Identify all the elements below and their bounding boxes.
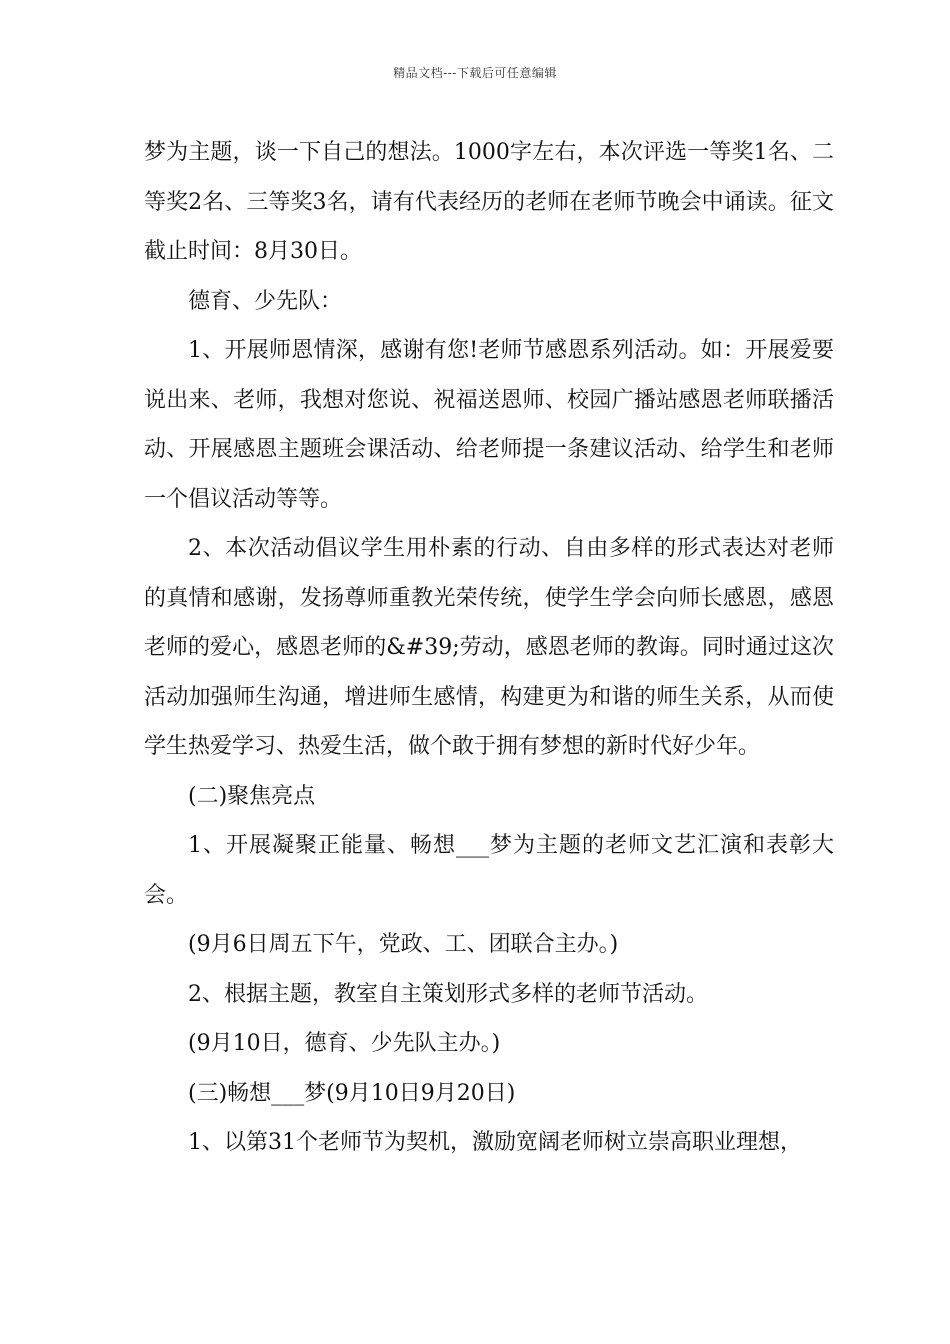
paragraph-5: 1、开展凝聚正能量、畅想___梦为主题的老师文艺汇演和表彰大会。 [144, 833, 834, 908]
section-heading-2: (二)聚焦亮点 [188, 783, 316, 809]
paragraph-8: (9月10日，德育、少先队主办。) [188, 1031, 501, 1056]
paragraph-3: 1、开展师恩情深，感谢有您!老师节感恩系列活动。如：开展爱要说出来、老师，我想对您说、祝福送恩师、校园广播站感恩老师联播活动、开展感恩主题班会课活动、给老师提一条建议活动、给学生和老师一个倡议活动等等。 [144, 338, 834, 512]
paragraph-1: 梦为主题，谈一下自己的想法。1000字左右，本次评选一等奖1名、二等奖2名、三等奖3名，请有代表经历的老师在老师节晚会中诵读。征文截止时间：8月30日。 [144, 140, 834, 264]
paragraph-2: 德育、少先队： [188, 288, 343, 314]
section-heading-3: (三)畅想___梦(9月10日9月20日) [188, 1080, 516, 1106]
document-body [144, 128, 834, 1168]
paragraph-9: 1、以第31个老师节为契机，激励宽阔老师树立崇高职业理想， [188, 1130, 802, 1155]
paragraph-4: 2、本次活动倡议学生用朴素的行动、自由多样的形式表达对老师的真情和感谢，发扬尊师重教光荣传统，使学生学会向师长感恩，感恩老师的爱心，感恩老师的&#39;劳动，感恩老师的教诲。同时通过这次活动加强师生沟通，增进师生感情，构建更为和谐的师生关系，从而使学生热爱学习、热爱生活，做个敢于拥有梦想的新时代好少年。 [144, 536, 834, 759]
page-header: 精品文档---下载后可任意编辑 [393, 66, 557, 80]
paragraph-7: 2、根据主题，教室自主策划形式多样的老师节活动。 [188, 981, 708, 1007]
paragraph-6: (9月6日周五下午，党政、工、团联合主办。) [188, 932, 619, 957]
